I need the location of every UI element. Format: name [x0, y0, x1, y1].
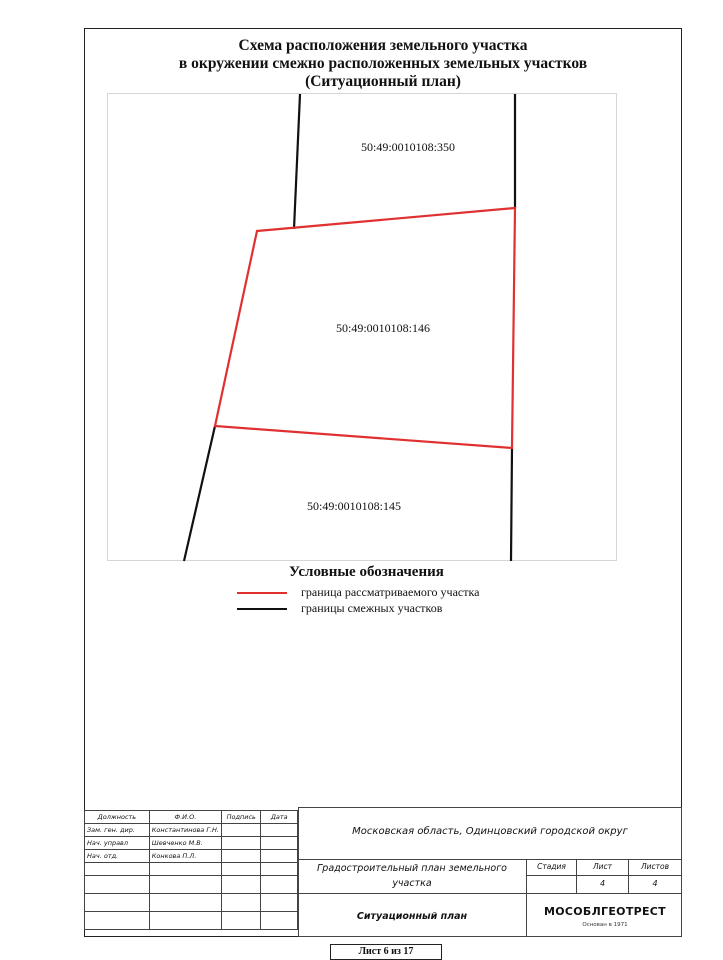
cell-signature — [222, 863, 261, 876]
document-name-cell — [299, 860, 527, 894]
table-row — [85, 837, 298, 850]
cell-date — [261, 837, 298, 850]
title-block-right — [298, 807, 682, 937]
table-row — [85, 850, 298, 863]
table-row — [85, 912, 298, 930]
table-row — [85, 894, 298, 912]
cell-signature — [222, 824, 261, 837]
table-row — [85, 824, 298, 837]
document-name-line2: участка — [392, 878, 432, 889]
adjacent-boundary-south-right — [511, 448, 512, 561]
header-name: Ф.И.О. — [149, 811, 221, 824]
cell-date — [261, 824, 298, 837]
signature-header-row — [85, 811, 298, 824]
cell-position — [85, 863, 150, 876]
sheets-label: Листов — [629, 860, 681, 876]
cell-name: Константинова Г.Н. — [149, 824, 221, 837]
cell-name: Шевченко М.В. — [149, 837, 221, 850]
sheets-value: 4 — [652, 879, 658, 888]
parcel-label-south: 50:49:0010108:145 — [307, 499, 402, 513]
location-row — [299, 808, 681, 860]
cell-name: Конкова П.Л. — [149, 850, 221, 863]
adjacent-boundary-north-left — [294, 94, 300, 229]
cell-position: Зам. ген. дир. — [85, 824, 150, 837]
cell-name — [149, 894, 221, 912]
org-logo: МОСОБЛГЕОТРЕСТ — [544, 905, 666, 918]
cell-date — [261, 863, 298, 876]
sheet-cell — [577, 860, 629, 894]
header-position: Должность — [85, 811, 150, 824]
table-row — [85, 863, 298, 876]
cell-date — [261, 894, 298, 912]
cell-name — [149, 863, 221, 876]
cell-signature — [222, 894, 261, 912]
cell-signature — [222, 837, 261, 850]
title-line-3: (Ситуационный план) — [305, 73, 461, 90]
table-row — [85, 876, 298, 894]
sheet-value: 4 — [599, 879, 606, 888]
location-text: Московская область, Одинцовский городской округ — [352, 826, 628, 837]
parcel-label-north: 50:49:0010108:350 — [361, 140, 456, 154]
org-logo-cell — [527, 894, 681, 936]
cell-signature — [222, 850, 261, 863]
cell-position: Нач. управл — [85, 837, 150, 850]
stage-cell — [527, 860, 577, 894]
cell-name — [149, 912, 221, 930]
cell-date — [261, 850, 298, 863]
sheet-label: Лист — [577, 860, 628, 876]
plan-name-cell — [299, 894, 527, 936]
plan-name: Ситуационный план — [356, 911, 468, 922]
stage-label: Стадия — [527, 860, 576, 876]
document-name-line1: Градостроительный план земельного — [317, 863, 507, 874]
header-signature: Подпись — [222, 811, 261, 824]
title-line-2: в окружении смежно расположенных земельных участков — [178, 55, 588, 72]
legend-title: Условные обозначения — [289, 564, 444, 580]
cell-position: Нач. отд. — [85, 850, 150, 863]
cell-position — [85, 912, 150, 930]
sheets-cell — [629, 860, 681, 894]
legend-black-line — [237, 608, 287, 610]
sheet-counter: Лист 6 из 17 — [330, 944, 442, 960]
legend-label-adjacent: границы смежных участков — [301, 601, 443, 615]
cell-date — [261, 876, 298, 894]
org-founded: Основан в 1971 — [582, 922, 628, 928]
parcel-label-subject: 50:49:0010108:146 — [336, 321, 431, 335]
cell-name — [149, 876, 221, 894]
legend-label-subject: граница рассматриваемого участка — [301, 585, 480, 599]
cell-position — [85, 876, 150, 894]
cell-position — [85, 894, 150, 912]
adjacent-boundary-south-left — [184, 426, 215, 561]
cell-signature — [222, 876, 261, 894]
cell-date — [261, 912, 298, 930]
signature-table — [84, 810, 298, 930]
cell-signature — [222, 912, 261, 930]
header-date: Дата — [261, 811, 298, 824]
title-line-1: Схема расположения земельного участка — [238, 37, 528, 54]
legend-red-line — [237, 592, 287, 594]
